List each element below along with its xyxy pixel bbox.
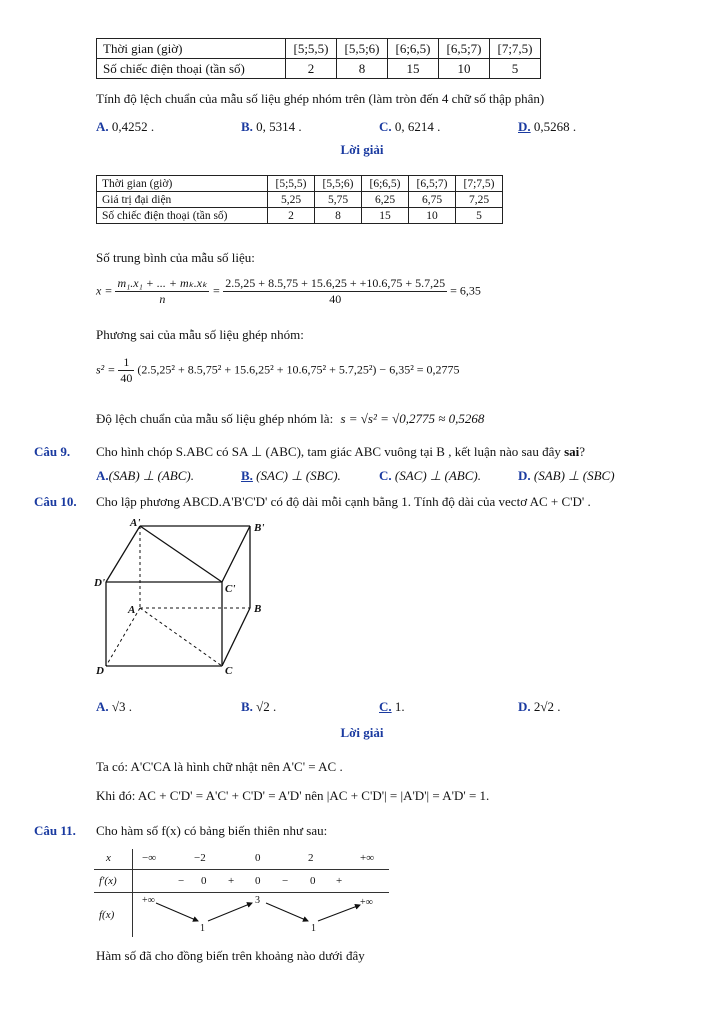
frequency-table bbox=[96, 38, 541, 79]
question-end: ? bbox=[579, 444, 586, 459]
formula-body: (2.5,25² + 8.5,75² + 15.6,25² + 10.6,75² + 5.7,25²) − 6,35² = 0,2775 bbox=[137, 362, 460, 377]
sd-formula: s = √s² = √0,2775 ≈ 0,5268 bbox=[340, 411, 485, 426]
f-value: 3 bbox=[255, 895, 260, 906]
x-value: +∞ bbox=[360, 852, 375, 864]
sign: 0 bbox=[310, 875, 316, 887]
table-cell: 5 bbox=[490, 59, 541, 79]
option-text: 0, 6214 . bbox=[394, 119, 441, 134]
fraction-numerator: m₁.x₁ + ... + mₖ.xₖ bbox=[117, 276, 208, 290]
sign: 0 bbox=[201, 875, 207, 887]
variation-arrows bbox=[94, 893, 389, 937]
option-text: (SAB) ⊥ (ABC). bbox=[108, 468, 194, 483]
table-cell: 15 bbox=[388, 59, 439, 79]
variance-formula bbox=[96, 355, 460, 386]
diagonal-ac bbox=[140, 608, 222, 666]
table-row-label: Giá trị đại diện bbox=[97, 192, 268, 208]
arrow-up bbox=[208, 903, 252, 921]
table-cell: 5 bbox=[456, 208, 503, 224]
table-cell: [6;6,5) bbox=[388, 39, 439, 59]
option-label: C. bbox=[379, 468, 392, 483]
arrow-up bbox=[318, 905, 360, 921]
sign: + bbox=[228, 875, 235, 887]
question-emphasis: sai bbox=[564, 444, 580, 459]
option-label: D. bbox=[518, 468, 531, 483]
solution-table bbox=[96, 175, 503, 224]
option-text: √3 . bbox=[111, 699, 133, 714]
option-a[interactable] bbox=[96, 119, 154, 135]
table-cell: [5,5;6) bbox=[337, 39, 388, 59]
option-text: √2 . bbox=[256, 699, 277, 714]
mean-formula: x = $\frac{\text{m₁.x₁ + ... + mₖ.xₖ}}{n}$ = $\frac{2.5,25 + 8.5,75 + 15.6,25 + +10.6,75 + 5.7,25}{40}$ = 6,35 bbox=[96, 276, 481, 306]
option-d[interactable] bbox=[518, 699, 561, 715]
f-value: 1 bbox=[200, 923, 205, 934]
table-row-label: Thời gian (giờ) bbox=[97, 39, 286, 59]
table-cell: [7;7,5) bbox=[490, 39, 541, 59]
option-d[interactable] bbox=[518, 119, 576, 135]
question-number: Câu 9. bbox=[34, 444, 71, 459]
option-label: A. bbox=[96, 119, 109, 134]
f-value: +∞ bbox=[360, 897, 373, 908]
table-cell: 8 bbox=[337, 59, 388, 79]
option-b[interactable] bbox=[241, 119, 302, 135]
table-cell: 15 bbox=[362, 208, 409, 224]
question-text: Tính độ lệch chuẩn của mẫu số liệu ghép nhóm trên (làm tròn đến 4 chữ số thập phân) bbox=[96, 91, 545, 106]
vertex-label: A bbox=[128, 604, 136, 616]
fraction-numerator: 2.5,25 + 8.5,75 + 15.6,25 + +10.6,75 + 5.7,25 bbox=[225, 276, 446, 290]
question-followup: Hàm số đã cho đồng biến trên khoảng nào dưới đây bbox=[96, 948, 365, 963]
option-label: A. bbox=[96, 468, 109, 483]
row-label: f'(x) bbox=[99, 875, 117, 887]
vertex-label: C bbox=[225, 665, 233, 677]
arrow-down bbox=[266, 903, 308, 921]
x-value: −∞ bbox=[142, 852, 157, 864]
table-cell: 5,75 bbox=[315, 192, 362, 208]
option-label: A. bbox=[96, 699, 109, 714]
variance-label: Phương sai của mẫu số liệu ghép nhóm: bbox=[96, 327, 304, 342]
solution-line: Ta có: A'C'CA là hình chữ nhật nên A'C' = AC . bbox=[96, 759, 343, 774]
table-cell: [6,5;7) bbox=[409, 176, 456, 192]
fraction-denominator: 40 bbox=[120, 371, 133, 385]
table-cell: 10 bbox=[409, 208, 456, 224]
arrow-down bbox=[156, 903, 198, 921]
option-label: B. bbox=[241, 699, 253, 714]
table-row-label: Số chiếc điện thoại (tần số) bbox=[97, 208, 268, 224]
table-row-label: Số chiếc điện thoại (tần số) bbox=[97, 59, 286, 79]
option-d[interactable] bbox=[518, 468, 615, 484]
sign: 0 bbox=[255, 875, 261, 887]
table-cell: [5,5;6) bbox=[315, 176, 362, 192]
edge-b1c1 bbox=[222, 526, 250, 582]
vertex-label: D bbox=[96, 665, 104, 677]
fraction-numerator: 1 bbox=[118, 355, 134, 371]
option-c[interactable] bbox=[379, 699, 405, 715]
option-text: (SAC) ⊥ (SBC). bbox=[256, 468, 341, 483]
option-b[interactable] bbox=[241, 699, 276, 715]
edge-ad bbox=[106, 608, 140, 666]
option-a[interactable] bbox=[96, 699, 132, 715]
table-cell: 2 bbox=[286, 59, 337, 79]
solution-line: Khi đó: AC + C'D' = A'C' + C'D' = A'D' nên |AC + C'D'| = |A'D'| = A'D' = 1. bbox=[96, 788, 490, 803]
sign: − bbox=[282, 875, 289, 887]
vertex-label: D' bbox=[94, 577, 105, 589]
formula-lhs: s² = bbox=[96, 362, 116, 377]
option-label: C. bbox=[379, 699, 392, 714]
vertex-label: C' bbox=[225, 583, 236, 595]
option-text: 0,4252 . bbox=[111, 119, 155, 134]
mean-label: Số trung bình của mẫu số liệu: bbox=[96, 250, 255, 265]
option-label: D. bbox=[518, 119, 531, 134]
sign: − bbox=[178, 875, 185, 887]
question-number: Câu 10. bbox=[34, 494, 77, 509]
f-value: 1 bbox=[311, 923, 316, 934]
table-cell: 2 bbox=[268, 208, 315, 224]
x-value: 0 bbox=[255, 852, 261, 864]
table-divider bbox=[94, 869, 389, 870]
formula-result: = 6,35 bbox=[450, 283, 481, 298]
row-label: x bbox=[106, 852, 111, 864]
sd-text: Độ lệch chuẩn của mẫu số liệu ghép nhóm là: bbox=[96, 411, 334, 426]
option-text: 0, 5314 . bbox=[256, 119, 302, 134]
solution-title: Lời giải bbox=[340, 142, 384, 157]
diagonal-a1c1 bbox=[140, 526, 222, 582]
option-text: 1. bbox=[394, 699, 405, 714]
fraction-denominator: 40 bbox=[329, 292, 342, 306]
option-label: C. bbox=[379, 119, 392, 134]
solution-title: Lời giải bbox=[340, 725, 384, 740]
table-cell: 6,25 bbox=[362, 192, 409, 208]
table-cell: 8 bbox=[315, 208, 362, 224]
f-value: +∞ bbox=[142, 895, 155, 906]
option-a[interactable] bbox=[96, 468, 194, 484]
option-label: D. bbox=[518, 699, 531, 714]
vertex-label: B bbox=[254, 603, 262, 615]
row-label: f(x) bbox=[99, 909, 115, 921]
option-c[interactable] bbox=[379, 119, 440, 135]
option-text: 0,5268 . bbox=[533, 119, 577, 134]
vertex-label: A' bbox=[130, 517, 141, 529]
fraction-denominator: n bbox=[159, 292, 166, 306]
option-label: B. bbox=[241, 468, 253, 483]
option-text: 2√2 . bbox=[533, 699, 561, 714]
sd-line bbox=[96, 411, 484, 427]
table-cell: [5;5,5) bbox=[286, 39, 337, 59]
option-text: (SAB) ⊥ (SBC) bbox=[533, 468, 615, 483]
formula-lhs: x = bbox=[96, 283, 113, 298]
table-cell: 5,25 bbox=[268, 192, 315, 208]
sign: + bbox=[336, 875, 343, 887]
option-b[interactable] bbox=[241, 468, 341, 484]
table-cell: [7;7,5) bbox=[456, 176, 503, 192]
x-value: −2 bbox=[194, 852, 206, 864]
option-text: (SAC) ⊥ (ABC). bbox=[394, 468, 481, 483]
question-body: Cho hình chóp S.ABC có SA ⊥ (ABC), tam giác ABC vuông tại B , kết luận nào sau đây bbox=[96, 444, 565, 459]
x-value: 2 bbox=[308, 852, 314, 864]
table-cell: 7,25 bbox=[456, 192, 503, 208]
option-c[interactable] bbox=[379, 468, 481, 484]
table-cell: [6,5;7) bbox=[439, 39, 490, 59]
variation-table bbox=[94, 849, 389, 937]
table-cell: [5;5,5) bbox=[268, 176, 315, 192]
option-label: B. bbox=[241, 119, 253, 134]
question-text: Cho hàm số f(x) có bảng biến thiên như sau: bbox=[96, 823, 328, 838]
table-row-label: Thời gian (giờ) bbox=[97, 176, 268, 192]
table-cell: 6,75 bbox=[409, 192, 456, 208]
question-text bbox=[96, 444, 585, 460]
question-text: Cho lập phương ABCD.A'B'C'D' có độ dài mỗi cạnh bằng 1. Tính độ dài của vectơ AC + C'D' . bbox=[96, 494, 591, 509]
edge-bc bbox=[222, 608, 250, 666]
cube-diagram bbox=[94, 516, 274, 678]
vertex-label: B' bbox=[254, 522, 265, 534]
edge-a1d1 bbox=[106, 526, 140, 582]
question-number: Câu 11. bbox=[34, 823, 76, 838]
table-cell: [6;6,5) bbox=[362, 176, 409, 192]
table-cell: 10 bbox=[439, 59, 490, 79]
